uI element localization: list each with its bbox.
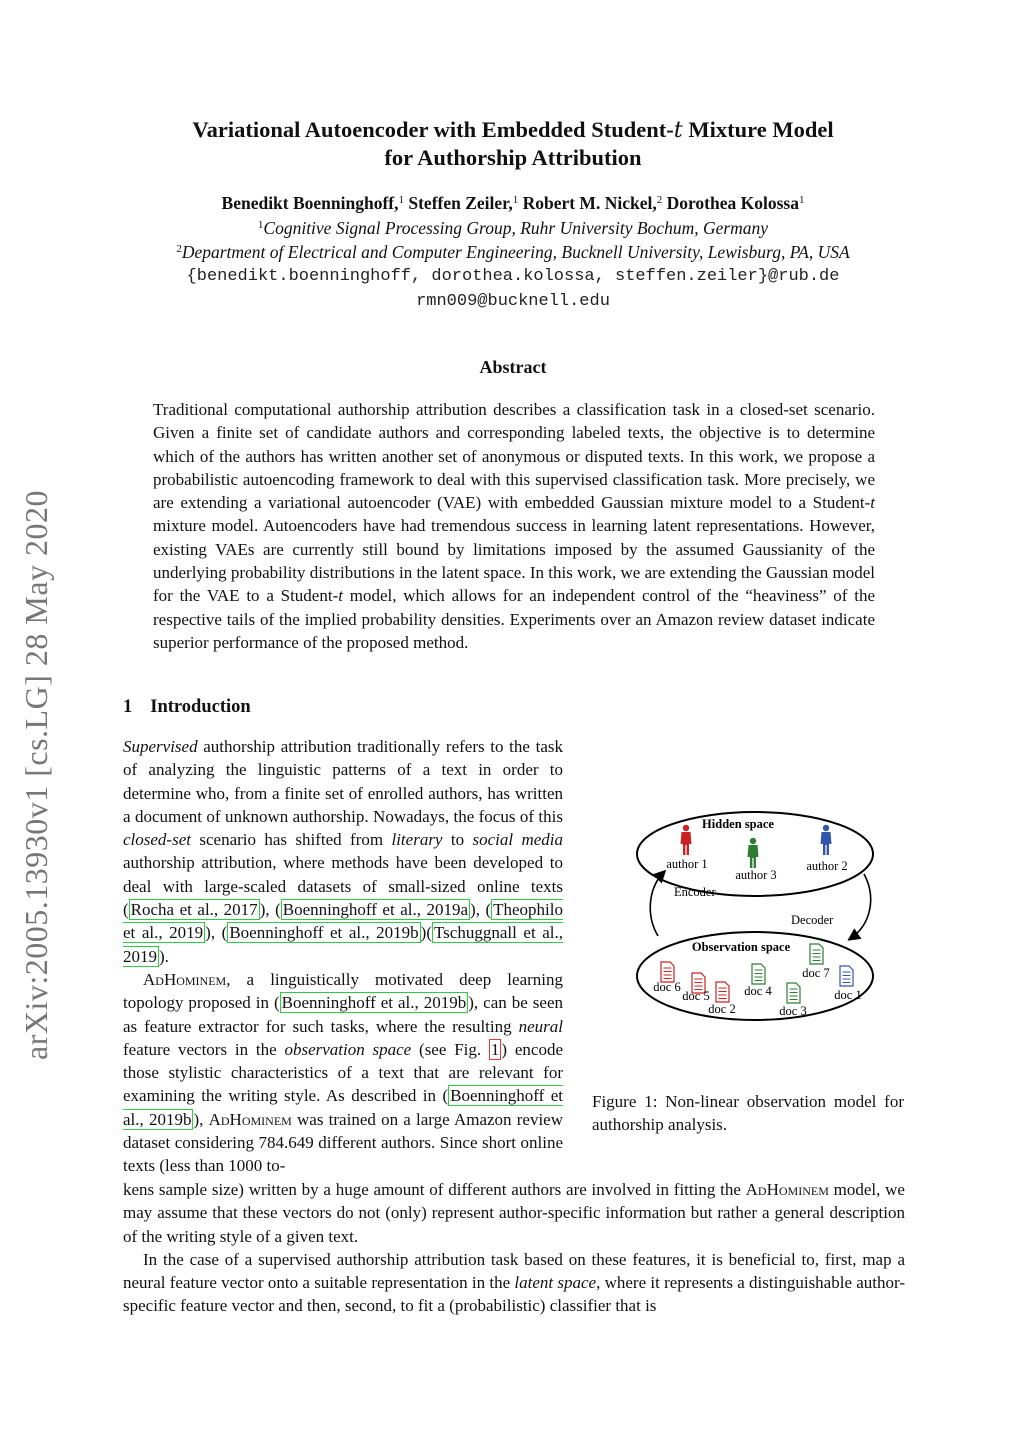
decoder-arrow (850, 874, 871, 939)
citation-link[interactable]: Boenninghoff et al., 2019a (282, 900, 469, 920)
citation-link[interactable]: Tschuggnall et al., 2019 (123, 923, 563, 966)
citation-link[interactable]: Theophilo et al., 2019 (123, 900, 564, 943)
author-2-label: author 2 (806, 859, 848, 873)
doc-5-label: doc 5 (682, 989, 710, 1003)
citation-link[interactable]: Rocha et al., 2017 (130, 900, 258, 920)
citation-link[interactable]: Boenninghoff et al., 2019b (123, 1086, 563, 1129)
intro-full-text (123, 1178, 905, 1318)
affiliation-1: $^1$Cognitive Signal Processing Group, Ruhr University Bochum, Germany (257, 218, 769, 238)
doc-1-icon (840, 966, 853, 986)
figure-ref-link[interactable]: 1 (490, 1039, 500, 1059)
doc-6-label: doc 6 (653, 980, 681, 994)
intro-paragraph-2-cont: kens sample size) written by a huge amount of different authors are involved in fitting the AdHominem model, we may assume that these vectors do not (only) represent author-specific information but rather a general description of the writing style of a given text. (123, 1180, 905, 1246)
citation-link[interactable]: Boenninghoff et al., 2019b (281, 993, 467, 1013)
author-3-label: author 3 (735, 868, 777, 882)
author: Robert M. Nickel,$^2$ (522, 193, 663, 213)
author-3-icon (748, 838, 759, 868)
author-2-icon (821, 825, 832, 855)
author-1-label: author 1 (666, 857, 708, 871)
doc-1-label: doc 1 (834, 988, 862, 1002)
figure-diagram (636, 806, 880, 1030)
abstract-body: Traditional computational authorship attribution describes a classification task in a closed-set scenario. Given a finite set of candidate authors and corresponding labeled texts, the objective is to determine which of the authors has written another set of anonymous or disputed texts. In this work, we propose a probabilistic autoencoding framework to deal with this supervised classification task. More precisely, we are extending a variational autoencoder (VAE) with embedded Gaussian mixture model to a Student-t mixture model. Autoencoders have had tremendous success in learning latent representations. However, existing VAEs are currently still bound by limitations imposed by the assumed Gaussianity of the underlying probability distributions in the latent space. In this work, we are extending the Gaussian model for the VAE to a Student-t model, which allows for an independent control of the “heaviness” of the respective tails of the implied probability densities. Experiments over an Amazon review dataset indicate superior performance of the proposed method. (153, 400, 875, 652)
decoder-label: Decoder (791, 913, 834, 927)
intro-paragraph-2: AdHominem, a linguistically motivated deep learning topology proposed in ( Boenninghoff et al., 2019b ), can be seen as feature extractor for such tasks, where the resulting neural feature vectors in the observation space (see Fig. 1 ) encode those stylistic characteristics of a text that are relevant for examining the writing style. As described in ( Boenninghoff et al., 2019b ), AdHominem was trained on a large Amazon review dataset considering 784.649 different authors. Since short online texts (less than 1000 to- (123, 969, 564, 1176)
doc-4-label: doc 4 (744, 984, 772, 998)
encoder-arrow (650, 872, 664, 936)
doc-3-label: doc 3 (779, 1004, 807, 1018)
section-heading: 1 Introduction (123, 697, 251, 717)
affiliation-2: $^2$Department of Electrical and Computer Engineering, Bucknell University, Lewisburg, PA, USA (176, 242, 850, 262)
email-line-2: rmn009@bucknell.edu (416, 292, 610, 311)
doc-4-icon (752, 964, 765, 984)
intro-paragraph-1: Supervised authorship attribution traditionally refers to the task of analyzing the linguistic patterns of a text in order to determine who, from a finite set of enrolled authors, has written a document of unknown authorship. Nowadays, the focus of this closed-set scenario has shifted from literary to social media authorship attribution, where methods have been developed to deal with large-scaled datasets of small-sized online texts ( Rocha et al., 2017 ), ( Boenninghoff et al., 2019a ), ( Theophilo et al., 2019 ), ( Boenninghoff et al., 2019b )( Tschuggnall et al., 2019 ). (123, 737, 564, 966)
author: Steffen Zeiler,$^1$ (408, 193, 519, 213)
doc-7-icon (810, 944, 823, 964)
arxiv-id: arXiv:2005.13930v1 [cs.LG] 28 May 2020 (18, 489, 54, 1060)
figure-caption: Figure 1: Non-linear observation model for authorship analysis. (592, 1092, 904, 1135)
doc-2-label: doc 2 (708, 1002, 736, 1016)
doc-3-icon (787, 983, 800, 1003)
author-list (110, 193, 916, 214)
author-1-icon (681, 825, 692, 855)
paper-title: Variational Autoencoder with Embedded Student-t Mixture Model for Authorship Attribution (192, 117, 834, 170)
author: Dorothea Kolossa$^1$ (666, 193, 805, 213)
citation-link[interactable]: Boenninghoff et al., 2019b (229, 923, 419, 943)
email-line-1: {benedikt.boenninghoff, dorothea.kolossa, steffen.zeiler}@rub.de (186, 267, 840, 286)
doc-2-icon (716, 982, 729, 1002)
encoder-label: Encoder (674, 885, 716, 899)
hidden-space-label: Hidden space (702, 817, 774, 831)
doc-7-label: doc 7 (802, 966, 830, 980)
author: Benedikt Boenninghoff,$^1$ (221, 193, 404, 213)
doc-6-icon (661, 962, 674, 982)
figure-1 (636, 806, 880, 1030)
observation-space-label: Observation space (691, 940, 791, 954)
abstract-heading: Abstract (479, 357, 547, 377)
intro-column-text (123, 735, 563, 1178)
intro-paragraph-3: In the case of a supervised authorship attribution task based on these features, it is beneficial to, first, map a neural feature vector onto a suitable representation in the latent space, where it represents a distinguishable author-specific feature vector and then, second, to fit a (probabilistic) classifier that is (123, 1249, 906, 1316)
